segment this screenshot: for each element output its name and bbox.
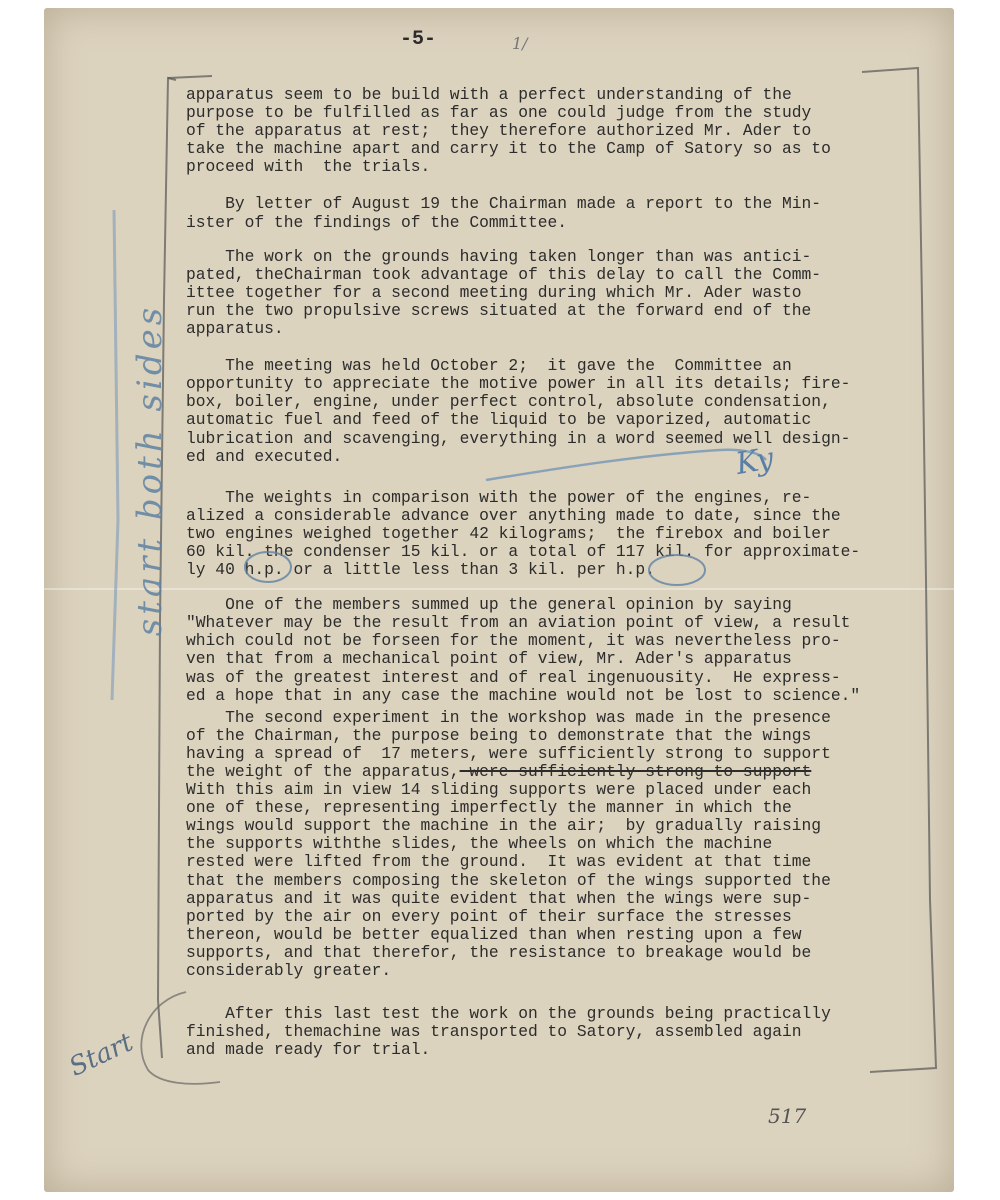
text-line: finished, themachine was transported to Satory, assembled again [186, 1022, 802, 1042]
typed-text-body [186, 86, 916, 1059]
text-line: apparatus and it was quite evident that when the wings were sup- [186, 888, 812, 908]
text-line: automatic fuel and feed of the liquid to be vaporized, automatic [186, 410, 812, 430]
text-line: and made ready for trial. [186, 1040, 431, 1060]
text-line: ly 40 h.p. or a little less than 3 kil. per h.p. [186, 560, 655, 580]
text-line: rested were lifted from the ground. It was evident at that time [186, 852, 812, 872]
text-line: ittee together for a second meeting during which Mr. Ader wasto [186, 282, 802, 302]
text-line-with-strikeout [186, 763, 916, 781]
paragraph-1 [186, 86, 916, 176]
paragraph-2 [186, 195, 916, 231]
text-line: proceed with the trials. [186, 157, 431, 177]
text-line: pated, theChairman took advantage of this delay to call the Comm- [186, 264, 822, 284]
text-line: take the machine apart and carry it to the Camp of Satory so as to [186, 139, 831, 159]
text-line: the supports withthe slides, the wheels on which the machine [186, 834, 773, 854]
blue-pencil-side-note: start both sides [130, 303, 171, 637]
struck-out-text: were sufficiently strong to support [459, 762, 812, 781]
text-line: After this last test the work on the grounds being practically [186, 1004, 831, 1024]
text-line: "Whatever may be the result from an aviation point of view, a result [186, 613, 851, 633]
text-line: The second experiment in the workshop was made in the presence [186, 707, 831, 727]
text-line: ed and executed. [186, 446, 343, 466]
text-line: two engines weighed together 42 kilograms; the firebox and boiler [186, 523, 831, 543]
text-line: box, boiler, engine, under perfect control, absolute condensation, [186, 392, 831, 412]
text-line: One of the members summed up the general opinion by saying [186, 595, 792, 615]
text-line: ister of the findings of the Committee. [186, 212, 568, 232]
pencil-bottom-number: 517 [768, 1104, 807, 1128]
text-fragment: the weight of the apparatus, [186, 762, 460, 781]
text-line: The weights in comparison with the power of the engines, re- [186, 487, 812, 507]
text-line: By letter of August 19 the Chairman made a report to the Min- [186, 194, 822, 214]
text-line: opportunity to appreciate the motive power in all its details; fire- [186, 374, 851, 394]
text-line: that the members composing the skeleton of the wings supported the [186, 870, 831, 890]
paragraph-7 [186, 709, 916, 980]
text-line: was of the greatest interest and of real ingenuousity. He express- [186, 667, 841, 687]
text-line: 60 kil. the condenser 15 kil. or a total of 117 kil. for approximate- [186, 541, 861, 561]
text-line: With this aim in view 14 sliding supports were placed under each [186, 780, 812, 800]
text-line: lubrication and scavenging, everything in a word seemed well design- [186, 428, 851, 448]
text-line: having a spread of 17 meters, were sufficiently strong to support [186, 743, 831, 763]
pencil-start-note: Start [64, 1027, 138, 1083]
blue-pencil-ky-note: Ky [733, 441, 777, 482]
text-line: ed a hope that in any case the machine would not be lost to science." [186, 685, 861, 705]
text-line: of the apparatus at rest; they therefore authorized Mr. Ader to [186, 121, 812, 141]
pencil-tick-mark: 1/ [512, 34, 528, 53]
text-line: The meeting was held October 2; it gave the Committee an [186, 356, 792, 376]
text-line: The work on the grounds having taken longer than was antici- [186, 246, 812, 266]
text-line: which could not be forseen for the moment, it was nevertheless pro- [186, 631, 841, 651]
text-line: considerably greater. [186, 961, 392, 981]
text-line: purpose to be fulfilled as far as one could judge from the study [186, 103, 812, 123]
text-line: ven that from a mechanical point of view, Mr. Ader's apparatus [186, 649, 792, 669]
paragraph-4 [186, 357, 916, 466]
text-line: apparatus seem to be build with a perfect understanding of the [186, 85, 792, 104]
text-line: one of these, representing imperfectly the manner in which the [186, 798, 792, 818]
paragraph-5 [186, 489, 916, 579]
page-number: -5- [400, 28, 437, 51]
text-line: of the Chairman, the purpose being to demonstrate that the wings [186, 725, 812, 745]
text-line: thereon, would be better equalized than when resting upon a few [186, 924, 802, 944]
paragraph-8 [186, 1005, 916, 1059]
text-line: wings would support the machine in the air; by gradually raising [186, 816, 822, 836]
text-line: run the two propulsive screws situated at the forward end of the [186, 300, 812, 320]
paragraph-3 [186, 248, 916, 338]
text-line: apparatus. [186, 319, 284, 339]
text-line: alized a considerable advance over anything made to date, since the [186, 505, 841, 525]
paragraph-6 [186, 596, 916, 705]
text-line: ported by the air on every point of their surface the stresses [186, 906, 792, 926]
text-line: supports, and that therefor, the resistance to breakage would be [186, 942, 812, 962]
